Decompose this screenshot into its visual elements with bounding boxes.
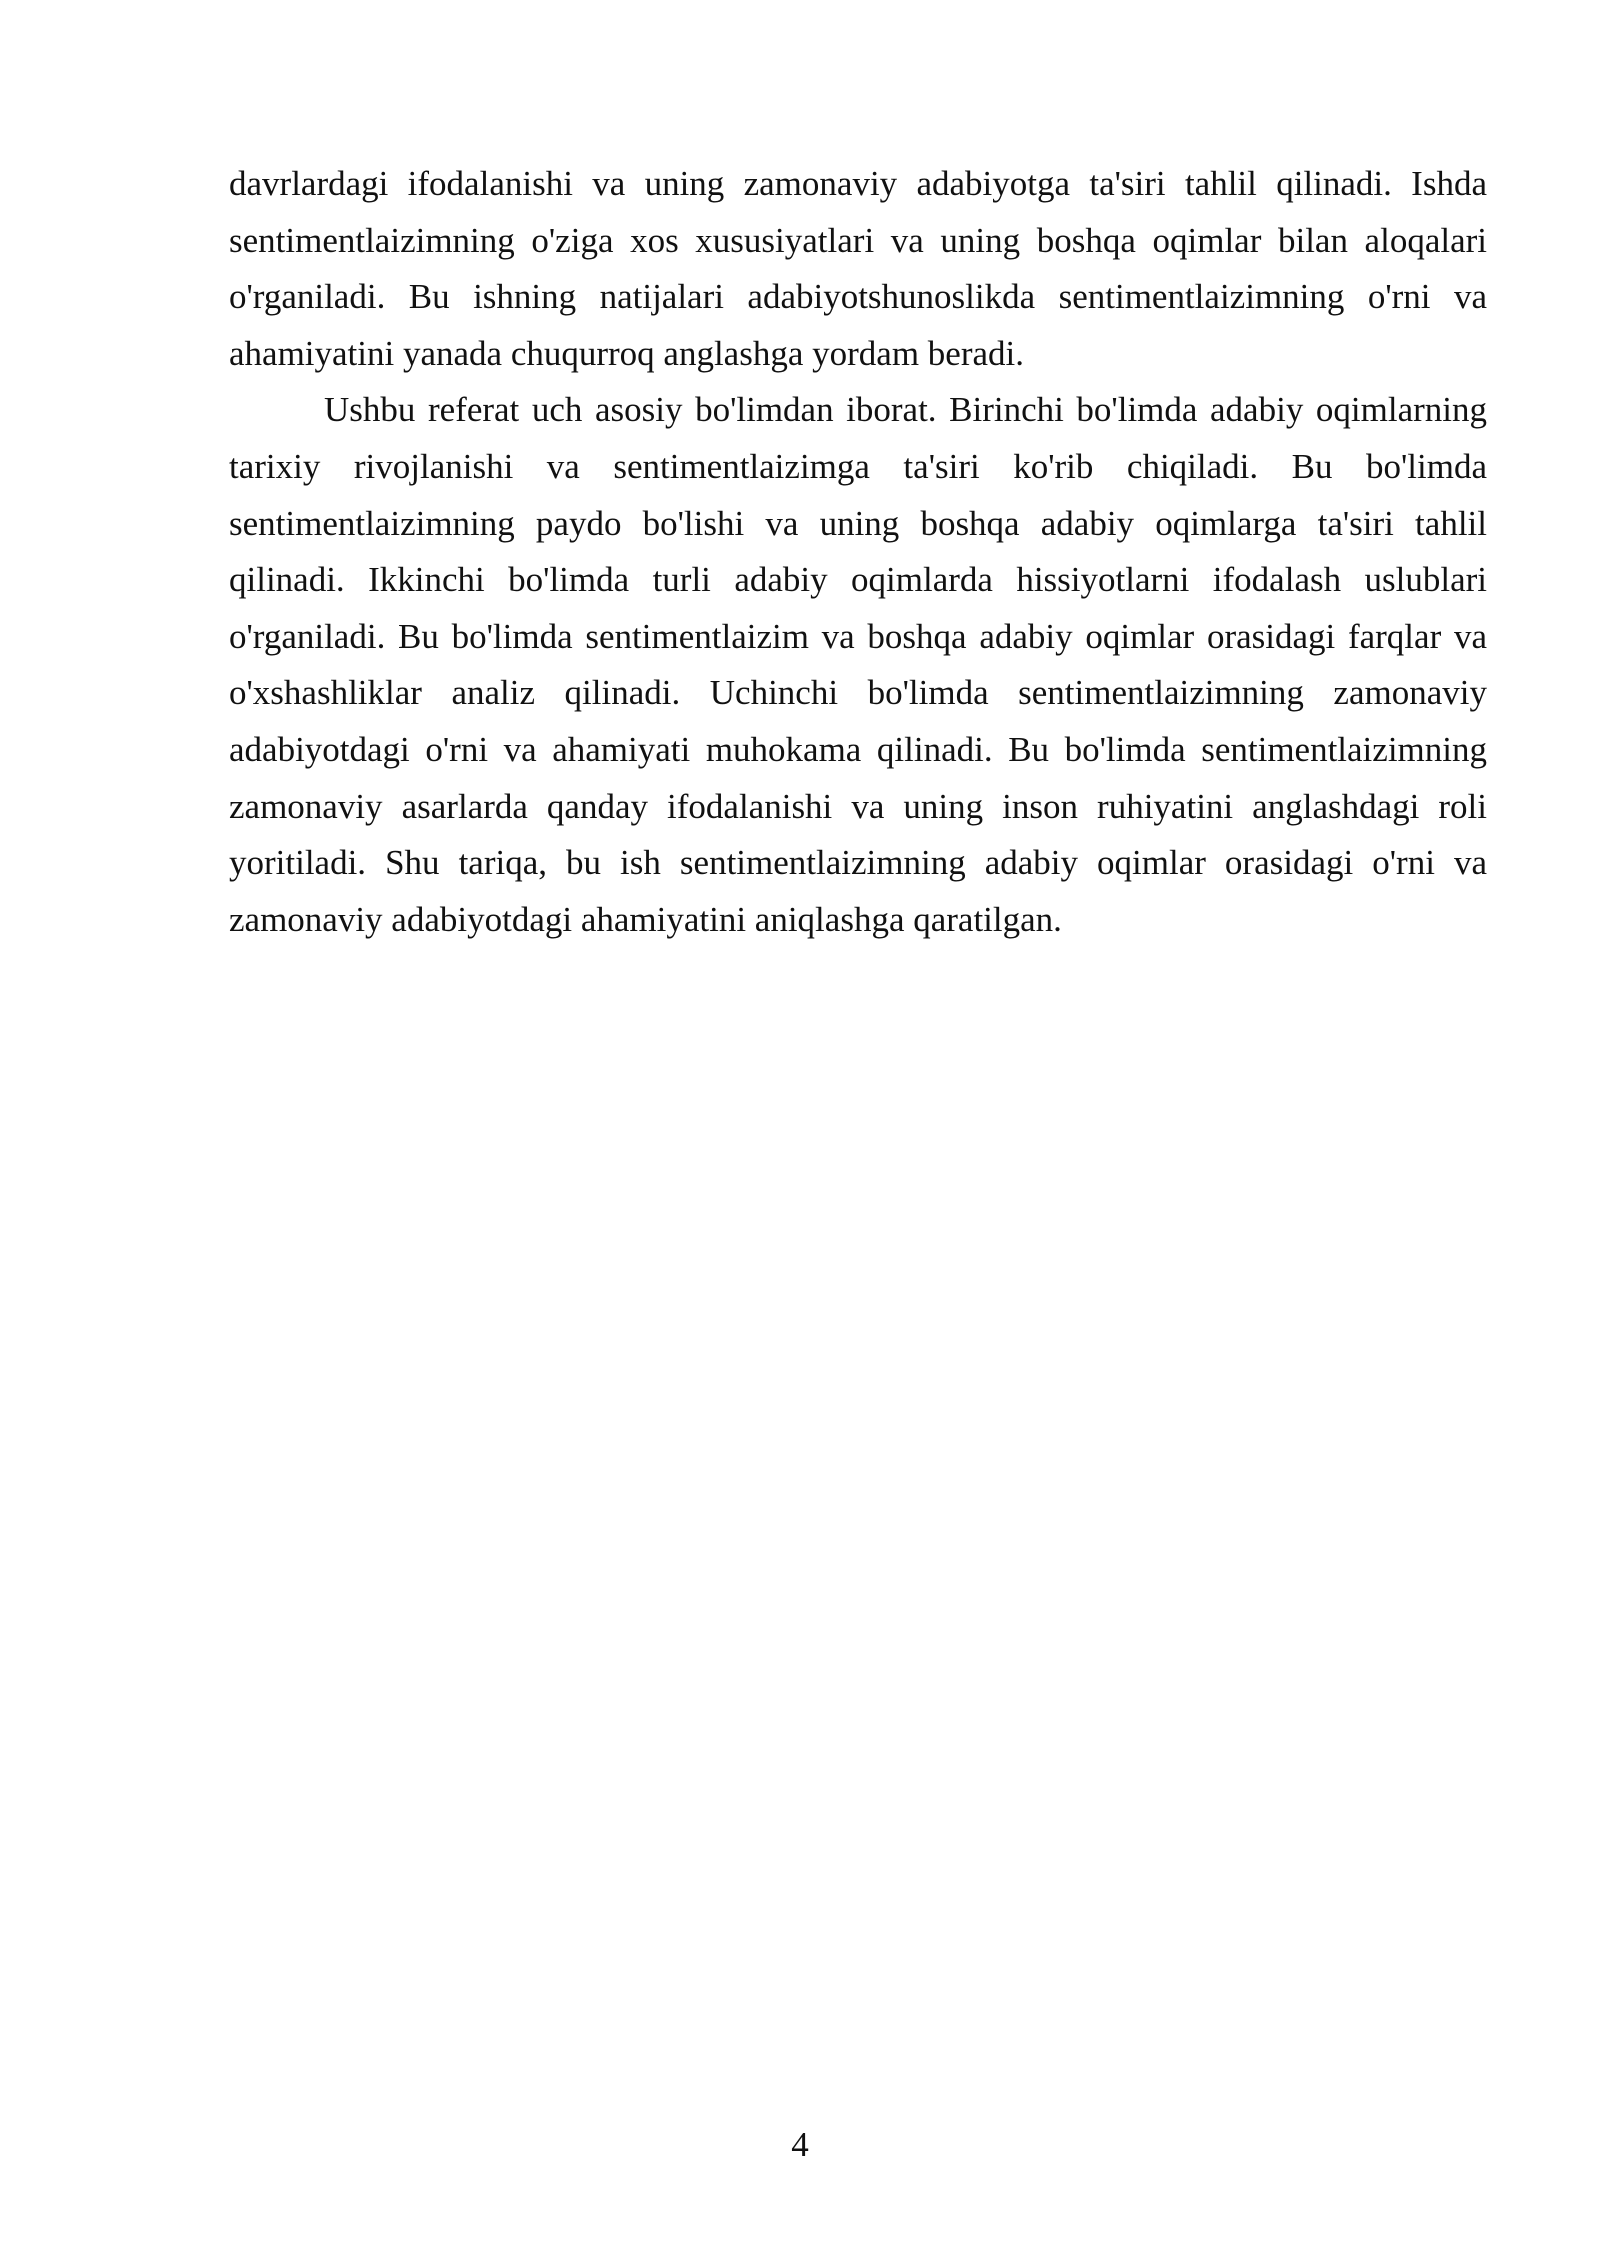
body-text: [229, 156, 1487, 948]
paragraph-continued: davrlardagi ifodalanishi va uning zamonaviy adabiyotga ta'siri tahlil qilinadi. Ishda sentimentlaizimning o'ziga xos xususiyatlari va uning boshqa oqimlar bilan aloqalari o'rganiladi. Bu ishning natijalari adabiyotshunoslikda sentimentlaizimning o'rni va ahamiyatini yanada chuqurroq anglashga yordam beradi.: [229, 164, 1487, 373]
page-number: 4: [791, 2125, 809, 2164]
paragraph-referat-structure: Ushbu referat uch asosiy bo'limdan iborat. Birinchi bo'limda adabiy oqimlarning tarixiy rivojlanishi va sentimentlaizimga ta'siri ko'rib chiqiladi. Bu bo'limda sentimentlaizimning paydo bo'lishi va uning boshqa adabiy oqimlarga ta'siri tahlil qilinadi. Ikkinchi bo'limda turli adabiy oqimlarda hissiyotlarni ifodalash uslublari o'rganiladi. Bu bo'limda sentimentlaizim va boshqa adabiy oqimlar orasidagi farqlar va o'xshashliklar analiz qilinadi. Uchinchi bo'limda sentimentlaizimning zamonaviy adabiyotdagi o'rni va ahamiyati muhokama qilinadi. Bu bo'limda sentimentlaizimning zamonaviy asarlarda qanday ifodalanishi va uning inson ruhiyatini anglashdagi roli yoritiladi. Shu tariqa, bu ish sentimentlaizimning adabiy oqimlar orasidagi o'rni va zamonaviy adabiyotdagi ahamiyatini aniqlashga qaratilgan.: [229, 390, 1487, 939]
